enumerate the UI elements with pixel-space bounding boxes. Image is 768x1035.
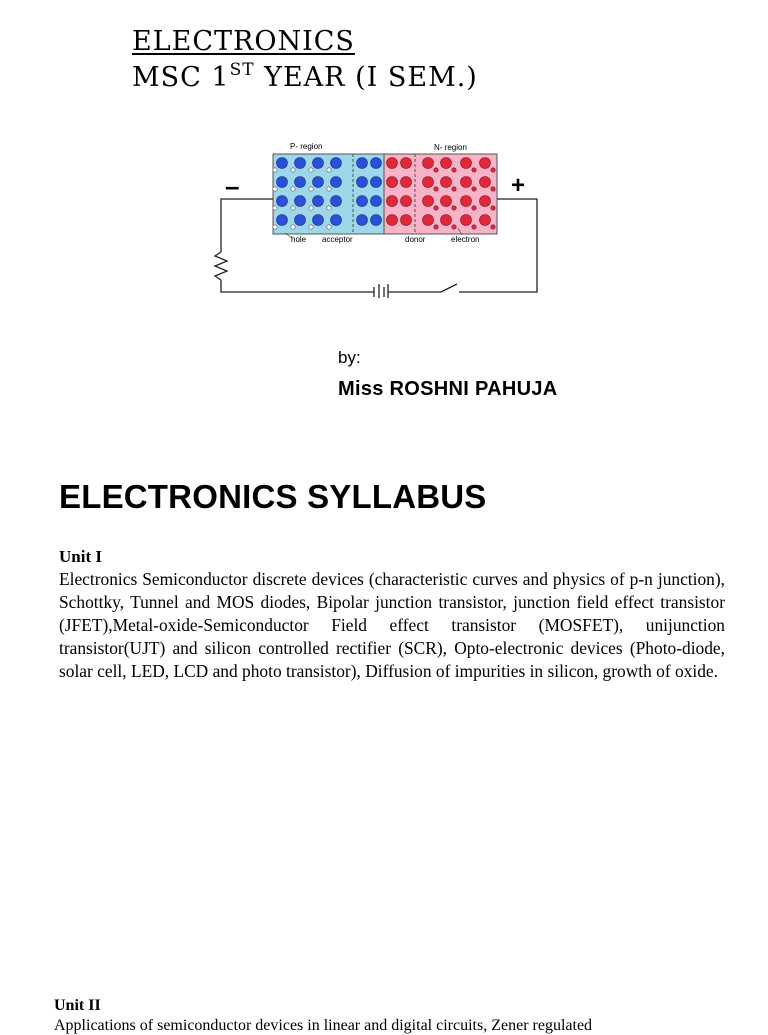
acceptor-ion — [277, 196, 288, 207]
acceptor-ion — [277, 158, 288, 169]
free-electron — [452, 225, 456, 229]
hole — [273, 187, 277, 191]
free-electron — [452, 206, 456, 210]
donor-ion — [480, 196, 491, 207]
acceptor-ion — [371, 158, 382, 169]
hole — [309, 168, 313, 172]
free-electron — [452, 168, 456, 172]
label-donor: donor — [405, 235, 426, 244]
donor-ion — [461, 196, 472, 207]
acceptor-ion — [313, 215, 324, 226]
donor-ion — [480, 158, 491, 169]
wire-left — [221, 199, 273, 252]
wire-bottom-left — [221, 280, 374, 292]
donor-ion — [480, 215, 491, 226]
acceptor-ion — [277, 215, 288, 226]
donor-ion — [401, 158, 412, 169]
acceptor-ion — [295, 196, 306, 207]
hole — [309, 225, 313, 229]
donor-ion — [401, 177, 412, 188]
byline-prefix: by: — [338, 348, 361, 367]
hole — [327, 206, 331, 210]
donor-ion — [480, 177, 491, 188]
donor-ion — [401, 196, 412, 207]
document-title-line1: ELECTRONICS — [132, 26, 355, 57]
acceptor-ion — [295, 158, 306, 169]
hole — [327, 168, 331, 172]
free-electron — [472, 187, 476, 191]
donor-ion — [423, 215, 434, 226]
hole — [273, 168, 277, 172]
donor-ion — [441, 177, 452, 188]
donor-ion — [387, 177, 398, 188]
label-electron: electron — [451, 235, 480, 244]
free-electron — [472, 206, 476, 210]
document-title-line2 — [132, 62, 478, 97]
label-hole: hole — [291, 235, 307, 244]
resistor-icon — [215, 252, 227, 280]
donor-ion — [401, 215, 412, 226]
acceptor-ion — [357, 177, 368, 188]
donor-ion — [461, 177, 472, 188]
acceptor-ion — [331, 196, 342, 207]
title-line2-prefix: MSC 1 — [132, 62, 230, 93]
free-electron — [434, 225, 438, 229]
p-region-label: P- region — [290, 142, 323, 151]
acceptor-ion — [371, 177, 382, 188]
donor-ion — [423, 158, 434, 169]
acceptor-ion — [357, 158, 368, 169]
acceptor-ion — [313, 177, 324, 188]
acceptor-ion — [357, 196, 368, 207]
donor-ion — [387, 158, 398, 169]
free-electron — [434, 206, 438, 210]
donor-ion — [461, 215, 472, 226]
acceptor-ion — [357, 215, 368, 226]
syllabus-title: ELECTRONICS SYLLABUS — [59, 478, 487, 515]
acceptor-ion — [331, 215, 342, 226]
donor-ion — [423, 177, 434, 188]
acceptor-ion — [277, 177, 288, 188]
acceptor-ion — [371, 196, 382, 207]
donor-ion — [423, 196, 434, 207]
free-electron — [491, 225, 495, 229]
negative-terminal-sign: – — [225, 171, 240, 201]
free-electron — [472, 168, 476, 172]
acceptor-ion — [331, 158, 342, 169]
free-electron — [434, 187, 438, 191]
hole — [291, 168, 295, 172]
pn-junction-diagram — [200, 138, 560, 298]
free-electron — [491, 168, 495, 172]
free-electron — [434, 168, 438, 172]
title-line2-suffix: YEAR (I SEM.) — [254, 62, 478, 93]
acceptor-ion — [331, 177, 342, 188]
switch-icon — [441, 284, 457, 292]
n-region-label: N- region — [434, 143, 467, 152]
label-acceptor: acceptor — [322, 235, 353, 244]
acceptor-ion — [313, 158, 324, 169]
donor-ion — [387, 196, 398, 207]
author-name: Miss ROSHNI PAHUJA — [338, 378, 558, 400]
unit-1-heading: Unit I — [59, 547, 102, 566]
donor-ion — [441, 215, 452, 226]
donor-ion — [387, 215, 398, 226]
hole — [291, 187, 295, 191]
unit-2-heading: Unit II — [54, 997, 101, 1014]
hole — [309, 206, 313, 210]
acceptor-ion — [371, 215, 382, 226]
unit-2-description: Applications of semiconductor devices in linear and digital circuits, Zener regulated — [54, 1017, 593, 1034]
acceptor-ion — [295, 177, 306, 188]
acceptor-ion — [295, 215, 306, 226]
donor-ion — [441, 196, 452, 207]
positive-terminal-sign: + — [511, 172, 526, 199]
free-electron — [491, 206, 495, 210]
hole — [309, 187, 313, 191]
hole — [327, 225, 331, 229]
hole — [273, 225, 277, 229]
unit-1-description: Electronics Semiconductor discrete devices (characteristic curves and physics of p-n junction), Schottky, Tunnel and MOS diodes, Bipolar junction transistor, junction field effect transistor (JFET),Metal-oxide-Semiconductor Field effect transistor (MOSFET), unijunction transistor(UJT) and silicon controlled rectifier (SCR), Opto-electronic devices (Photo-diode, solar cell, LED, LCD and photo transistor), Diffusion of impurities in silicon, growth of oxide. — [59, 569, 725, 681]
hole — [291, 206, 295, 210]
hole — [291, 225, 295, 229]
hole — [273, 206, 277, 210]
title-line2-superscript: ST — [229, 60, 255, 80]
donor-ion — [441, 158, 452, 169]
free-electron — [491, 187, 495, 191]
hole — [327, 187, 331, 191]
acceptor-ion — [313, 196, 324, 207]
donor-ion — [461, 158, 472, 169]
free-electron — [472, 225, 476, 229]
free-electron — [452, 187, 456, 191]
